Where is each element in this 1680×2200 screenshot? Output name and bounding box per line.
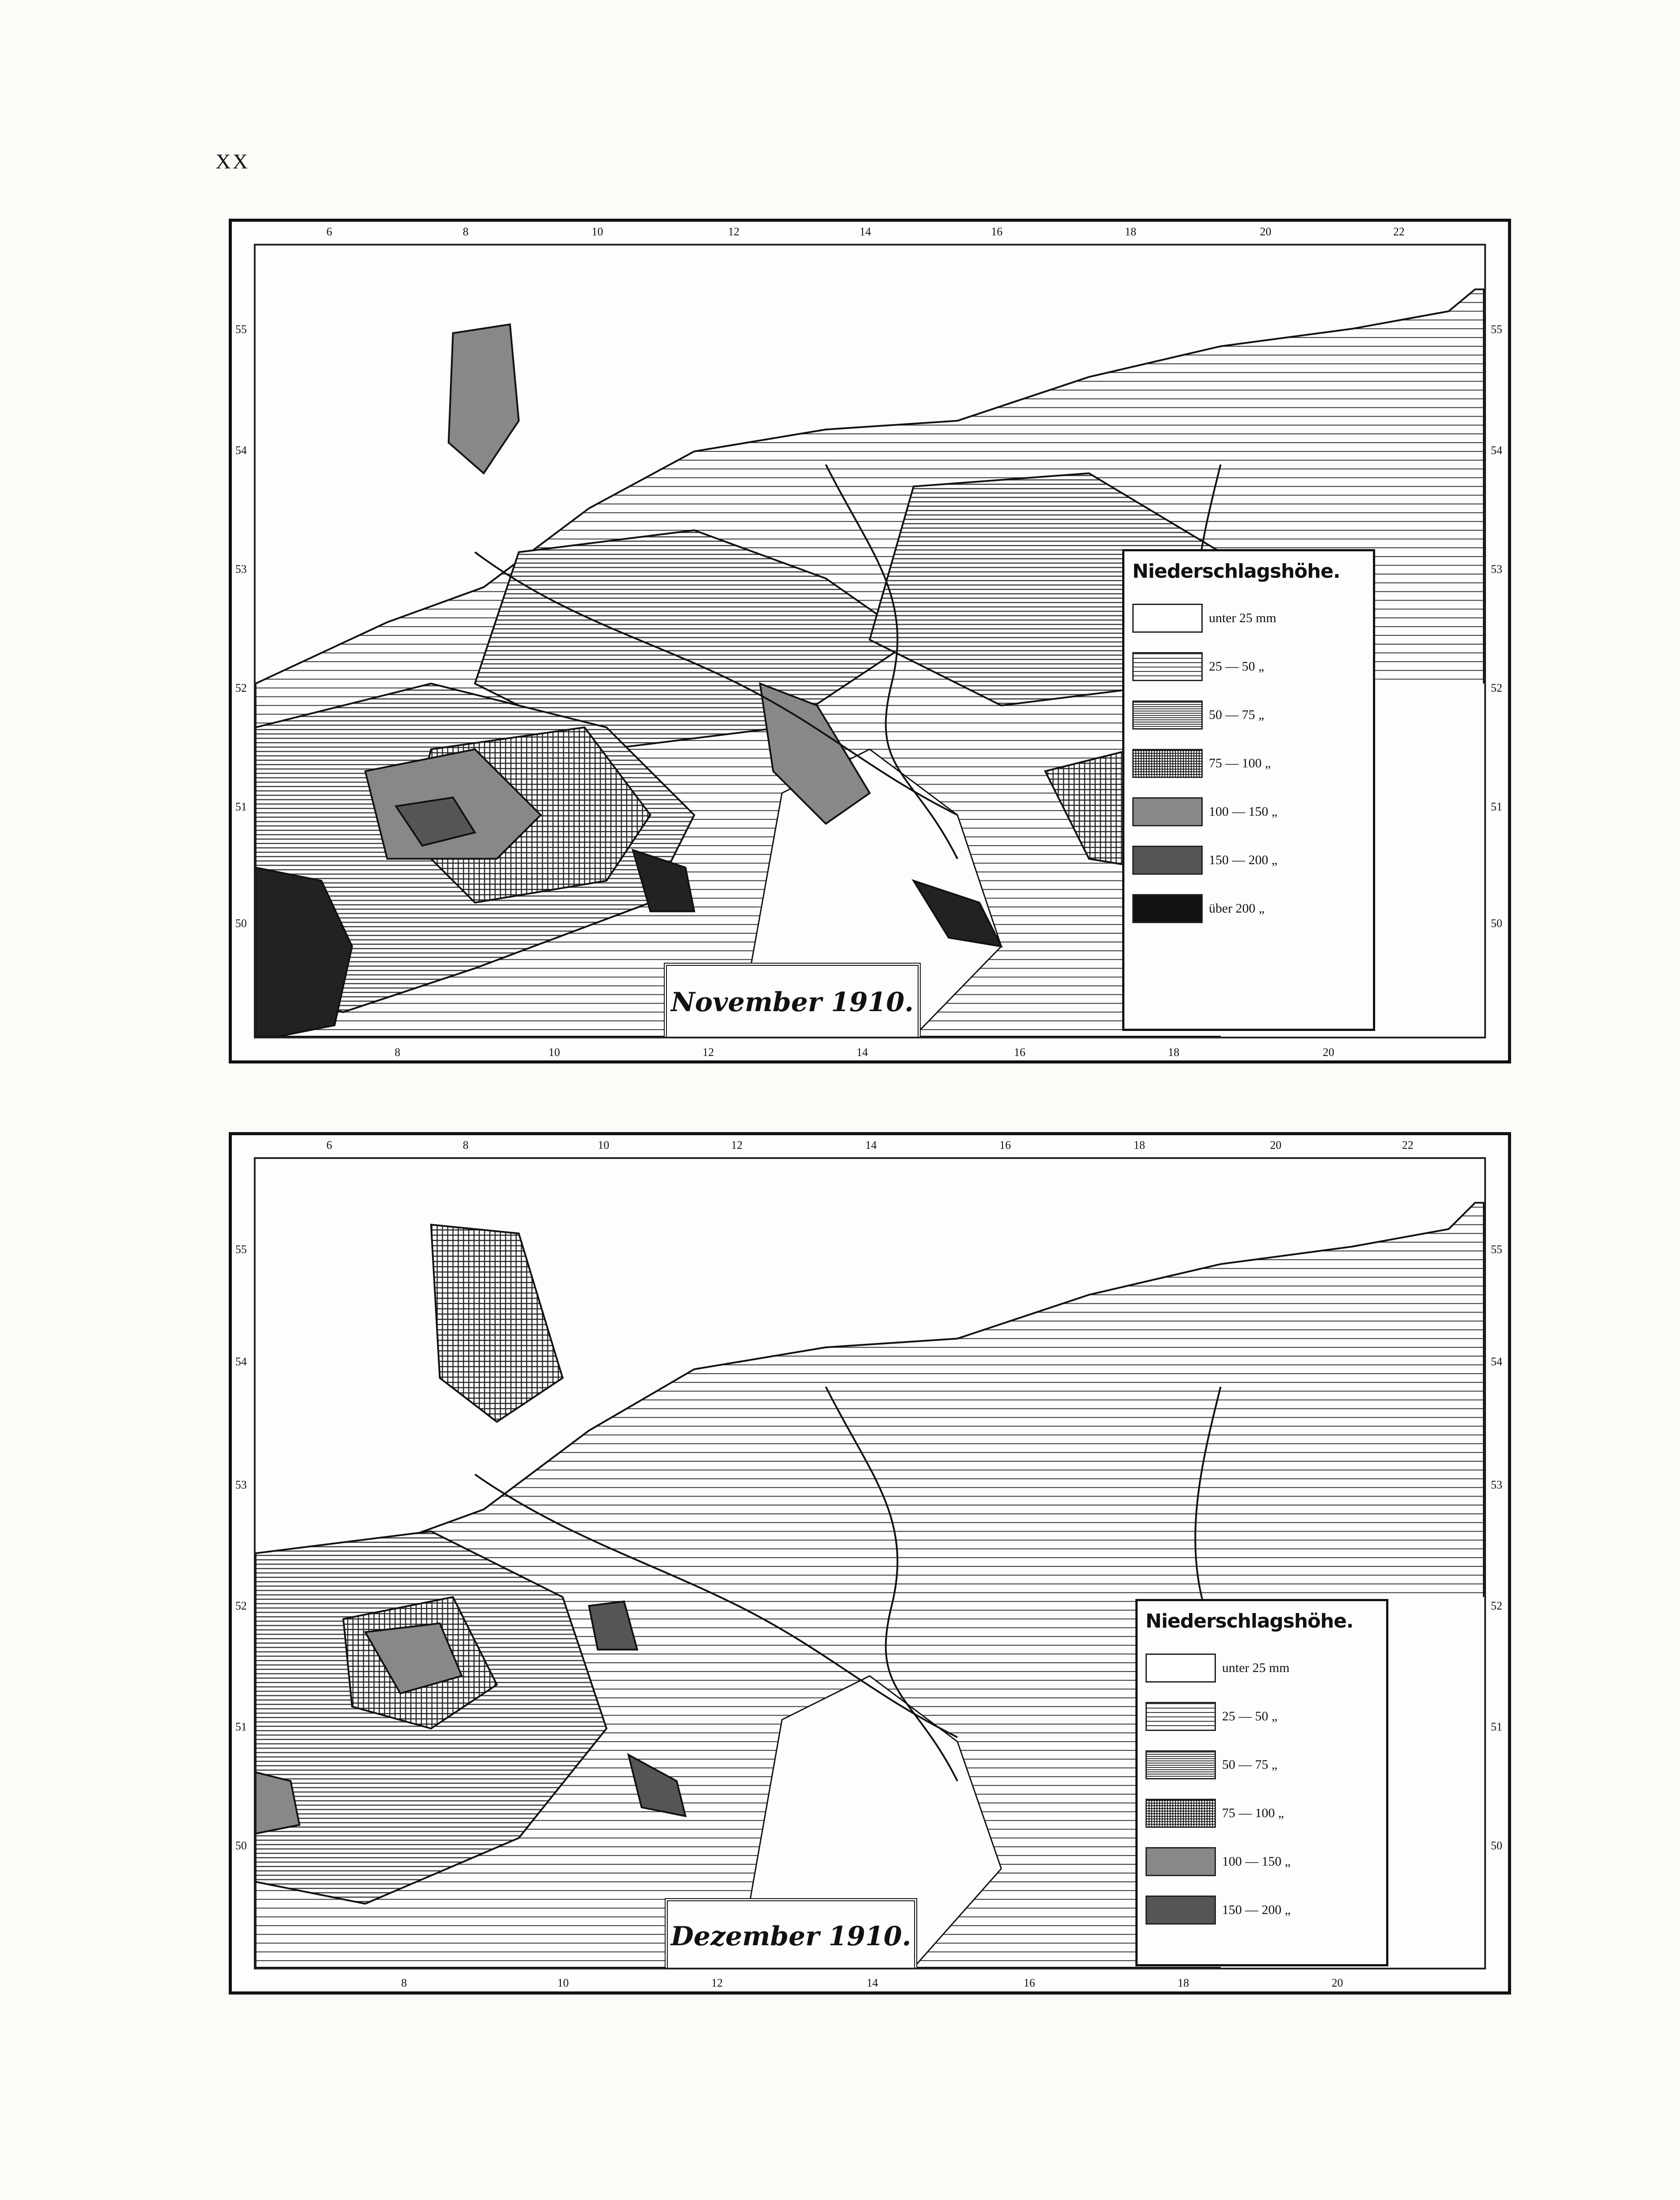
lon-tick: 6 bbox=[326, 1139, 332, 1151]
legend-item bbox=[1132, 594, 1365, 642]
map-title: Dezember 1910. bbox=[665, 1898, 917, 1969]
lat-tick: 51 bbox=[1491, 800, 1502, 813]
lon-tick: 14 bbox=[867, 1976, 878, 1989]
legend-label: unter 25 mm bbox=[1209, 611, 1277, 625]
legend-label: 75 — 100 „ bbox=[1209, 756, 1271, 770]
region-100-150 bbox=[449, 324, 519, 473]
lon-tick: 18 bbox=[1168, 1046, 1179, 1059]
lat-tick: 55 bbox=[1491, 1243, 1502, 1256]
lat-tick: 52 bbox=[1491, 682, 1502, 694]
lat-tick: 55 bbox=[1491, 323, 1502, 336]
lon-tick: 18 bbox=[1178, 1976, 1189, 1989]
lat-tick: 54 bbox=[235, 1355, 247, 1368]
legend-item bbox=[1146, 1741, 1378, 1789]
legend-swatch bbox=[1132, 846, 1203, 875]
legend-label: unter 25 mm bbox=[1222, 1661, 1290, 1675]
page-number: XX bbox=[216, 150, 250, 173]
legend-swatch bbox=[1146, 1847, 1216, 1876]
lon-tick: 10 bbox=[598, 1139, 609, 1151]
lon-tick: 20 bbox=[1270, 1139, 1281, 1151]
legend bbox=[1122, 549, 1375, 1031]
legend-item bbox=[1132, 642, 1365, 691]
lat-tick: 53 bbox=[1491, 563, 1502, 576]
legend-swatch bbox=[1132, 652, 1203, 681]
lat-tick: 51 bbox=[1491, 1720, 1502, 1733]
lon-tick: 12 bbox=[728, 225, 739, 238]
lon-tick: 14 bbox=[860, 225, 871, 238]
lon-tick: 8 bbox=[395, 1046, 400, 1059]
legend-label: 150 — 200 „ bbox=[1209, 853, 1277, 867]
lon-tick: 16 bbox=[1024, 1976, 1035, 1989]
legend bbox=[1135, 1599, 1388, 1966]
lon-tick: 16 bbox=[1014, 1046, 1025, 1059]
lon-tick: 16 bbox=[991, 225, 1003, 238]
legend-swatch bbox=[1132, 894, 1203, 923]
legend-swatch bbox=[1132, 749, 1203, 778]
legend-swatch bbox=[1146, 1799, 1216, 1828]
lat-tick: 51 bbox=[235, 800, 247, 813]
map-area bbox=[254, 244, 1486, 1038]
lon-tick: 8 bbox=[401, 1976, 407, 1989]
lat-tick: 50 bbox=[1491, 917, 1502, 930]
lat-tick: 55 bbox=[235, 323, 247, 336]
lon-tick: 12 bbox=[731, 1139, 743, 1151]
legend-item bbox=[1146, 1692, 1378, 1741]
map-area bbox=[254, 1157, 1486, 1969]
lon-tick: 22 bbox=[1402, 1139, 1413, 1151]
legend-swatch bbox=[1146, 1702, 1216, 1731]
map-title: November 1910. bbox=[664, 963, 921, 1038]
lon-tick: 10 bbox=[592, 225, 603, 238]
region-75-100 bbox=[431, 1225, 563, 1422]
legend-item bbox=[1132, 836, 1365, 884]
lat-tick: 52 bbox=[235, 682, 247, 694]
legend-item bbox=[1146, 1789, 1378, 1837]
legend-swatch bbox=[1132, 797, 1203, 826]
lon-tick: 14 bbox=[856, 1046, 868, 1059]
lon-tick: 10 bbox=[549, 1046, 560, 1059]
legend-title: Niederschlagshöhe. bbox=[1132, 560, 1340, 583]
legend-item bbox=[1132, 884, 1365, 933]
precipitation-map-december bbox=[229, 1132, 1511, 1995]
lon-tick: 8 bbox=[463, 225, 468, 238]
legend-swatch bbox=[1146, 1654, 1216, 1683]
lat-tick: 52 bbox=[1491, 1599, 1502, 1612]
lat-tick: 54 bbox=[235, 444, 247, 457]
legend-item bbox=[1146, 1644, 1378, 1692]
legend-item bbox=[1146, 1837, 1378, 1886]
lat-tick: 53 bbox=[235, 1478, 247, 1491]
lon-tick: 18 bbox=[1125, 225, 1136, 238]
lat-tick: 50 bbox=[235, 917, 247, 930]
legend-swatch bbox=[1132, 604, 1203, 633]
lat-tick: 55 bbox=[235, 1243, 247, 1256]
lat-tick: 53 bbox=[235, 563, 247, 576]
legend-item bbox=[1132, 691, 1365, 739]
legend-label: 50 — 75 „ bbox=[1222, 1757, 1277, 1772]
lon-tick: 14 bbox=[865, 1139, 877, 1151]
legend-label: 50 — 75 „ bbox=[1209, 708, 1264, 722]
legend-title: Niederschlagshöhe. bbox=[1146, 1610, 1354, 1632]
legend-item bbox=[1132, 788, 1365, 836]
lat-tick: 52 bbox=[235, 1599, 247, 1612]
lon-tick: 22 bbox=[1393, 225, 1405, 238]
legend-label: 100 — 150 „ bbox=[1222, 1854, 1291, 1869]
legend-label: 75 — 100 „ bbox=[1222, 1806, 1284, 1820]
legend-label: 100 — 150 „ bbox=[1209, 804, 1277, 819]
legend-label: 25 — 50 „ bbox=[1222, 1709, 1277, 1723]
legend-item bbox=[1132, 739, 1365, 788]
legend-item bbox=[1146, 1886, 1378, 1934]
lon-tick: 20 bbox=[1323, 1046, 1334, 1059]
lat-tick: 54 bbox=[1491, 444, 1502, 457]
legend-label: über 200 „ bbox=[1209, 901, 1265, 916]
legend-label: 150 — 200 „ bbox=[1222, 1903, 1291, 1917]
lon-tick: 12 bbox=[711, 1976, 723, 1989]
lon-tick: 12 bbox=[703, 1046, 714, 1059]
legend-swatch bbox=[1132, 700, 1203, 730]
lon-tick: 10 bbox=[557, 1976, 569, 1989]
lon-tick: 20 bbox=[1332, 1976, 1343, 1989]
legend-label: 25 — 50 „ bbox=[1209, 659, 1264, 674]
lat-tick: 51 bbox=[235, 1720, 247, 1733]
lon-tick: 8 bbox=[463, 1139, 468, 1151]
legend-swatch bbox=[1146, 1896, 1216, 1925]
lon-tick: 20 bbox=[1260, 225, 1271, 238]
lon-tick: 16 bbox=[999, 1139, 1011, 1151]
lon-tick: 18 bbox=[1134, 1139, 1145, 1151]
lat-tick: 50 bbox=[235, 1839, 247, 1852]
legend-swatch bbox=[1146, 1750, 1216, 1779]
lat-tick: 54 bbox=[1491, 1355, 1502, 1368]
lat-tick: 50 bbox=[1491, 1839, 1502, 1852]
lat-tick: 53 bbox=[1491, 1478, 1502, 1491]
precipitation-map-november bbox=[229, 219, 1511, 1063]
lon-tick: 6 bbox=[326, 225, 332, 238]
